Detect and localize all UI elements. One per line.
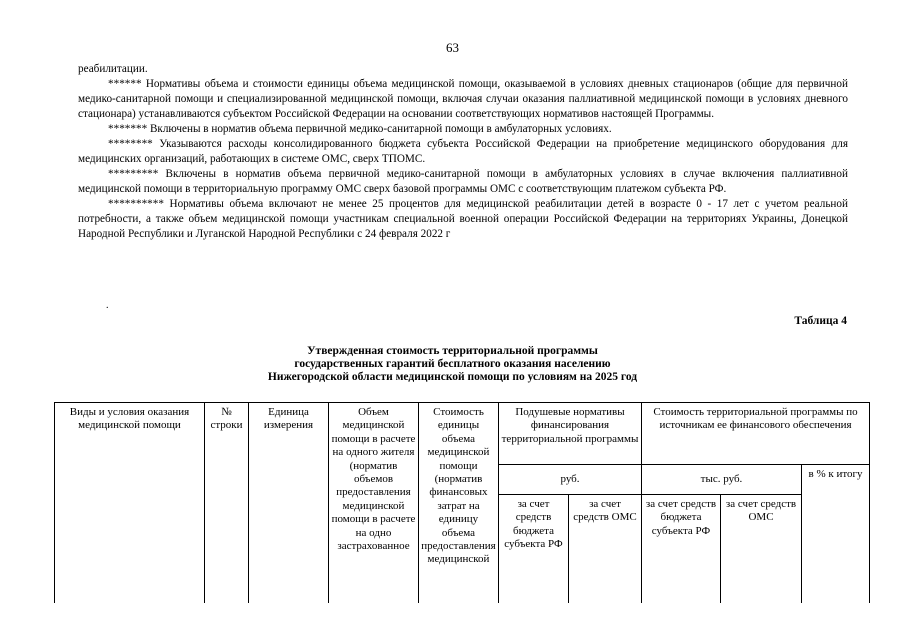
title-line: Нижегородской области медицинской помощи по условиям на 2025 год — [267, 371, 638, 383]
header-total-cost: Стоимость территориальной программы по источникам ее финансового обеспечения — [642, 403, 870, 465]
cost-table — [54, 402, 870, 603]
footnotes — [78, 62, 848, 242]
footnote-continuation: реабилитации. — [78, 63, 148, 75]
footnote-10: ********** Нормативы объема включают не менее 25 процентов для медицинской реабилитации детей в возрасте 0 - 17 лет с учетом реальной потребности, а также объем медицинской помощи участникам специальной военной операции Российской Федерации на территориях Украины, Донецкой Народной Республики и Луганской Народной Республики с 24 февраля 2022 г — [78, 198, 848, 240]
header-kinds: Виды и условия оказания медицинской помощи — [55, 403, 205, 603]
header-unit: Единица измерения — [249, 403, 329, 603]
header-unit-thousand-rub: тыс. руб. — [642, 465, 802, 495]
title-line: Утвержденная стоимость территориальной программы — [307, 345, 598, 357]
header-per-capita: Подушевые нормативы финансирования территориальной программы — [499, 403, 642, 465]
header-unit-rub: руб. — [499, 465, 642, 495]
header-total-oms: за счет средств ОМС — [721, 495, 802, 603]
stray-mark: . — [106, 300, 109, 311]
header-total-budget: за счет средств бюджета субъекта РФ — [642, 495, 721, 603]
header-per-capita-oms: за счет средств ОМС — [569, 495, 642, 603]
table-label: Таблица 4 — [794, 315, 847, 327]
page-number: 63 — [446, 40, 459, 55]
footnote-9: ********* Включены в норматив объема первичной медико-санитарной помощи в амбулаторных условиях в случае включения паллиативной медицинской помощи в территориальную программу ОМС сверх базовой программы ОМС с соответствующим платежом субъекта РФ. — [78, 168, 848, 195]
footnote-8: ******** Указываются расходы консолидированного бюджета субъекта Российской Федерации на приобретение медицинского оборудования для медицинских организаций, работающих в системе ОМС, сверх ТПОМС. — [78, 138, 848, 165]
title-line: государственных гарантий бесплатного оказания населению — [294, 358, 611, 370]
header-percent: в % к итогу — [802, 465, 870, 603]
header-row-number: № строки — [205, 403, 249, 603]
table-title — [0, 345, 905, 384]
footnote-6: ****** Нормативы объема и стоимости единицы объема медицинской помощи, оказываемой в условиях дневных стационаров (общие для первичной медико-санитарной помощи и специализированной медицинской помощи, включая случаи оказания паллиативной медицинской помощи в условиях дневного стационара) устанавливаются субъектом Российской Федерации на основании соответствующих нормативов настоящей Программы. — [78, 78, 848, 120]
footnote-7: ******* Включены в норматив объема первичной медико-санитарной помощи в амбулаторных условиях. — [108, 123, 612, 135]
header-unit-cost: Стоимость единицы объема медицинской помощи (норматив финансовых затрат на единицу объема предоставления медицинской — [419, 403, 499, 603]
header-per-capita-budget: за счет средств бюджета субъекта РФ — [499, 495, 569, 603]
header-volume: Объем медицинской помощи в расчете на одного жителя (норматив объемов предоставления медицинской помощи в расчете на одно застрахованное — [329, 403, 419, 603]
